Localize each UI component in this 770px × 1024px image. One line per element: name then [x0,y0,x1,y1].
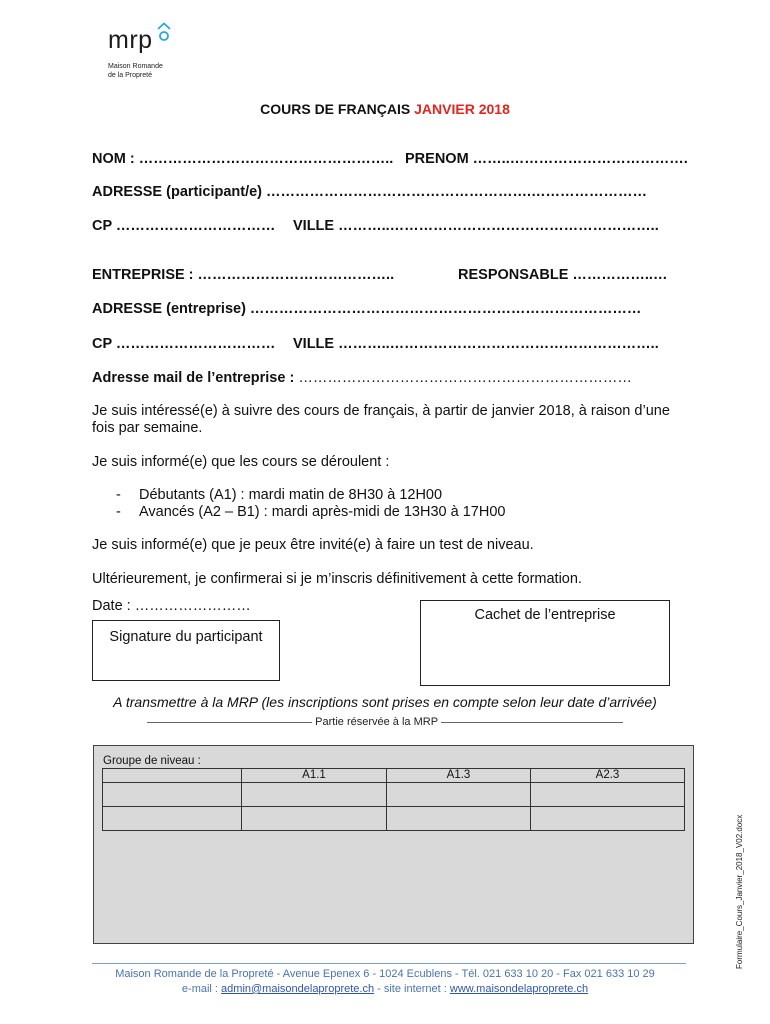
level-group-label: Groupe de niveau : [103,755,201,767]
paragraph-confirm: Ultérieurement, je confirmerai si je m’inscris définitivement à cette formation. [92,571,582,587]
paragraph-schedule-intro: Je suis informé(e) que les cours se déroulent : [92,454,390,470]
level-table [102,768,685,831]
table-cell[interactable] [242,807,387,831]
reserved-label: Partie réservée à la MRP [315,716,438,728]
divider [441,722,623,723]
mrp-logo [108,28,163,80]
table-cell[interactable] [387,783,531,807]
paragraph-test: Je suis informé(e) que je peux être invité(e) à faire un test de niveau. [92,537,534,553]
reserved-panel [93,745,694,944]
field-entreprise[interactable]: ENTREPRISE : ………………………………….. [92,267,395,283]
submission-notice: A transmettre à la MRP (les inscriptions sont prises en compte selon leur date d’arrivée) [113,694,657,710]
signature-box[interactable] [92,620,280,681]
field-prenom[interactable]: PRENOM ……..………………………………. [405,151,688,167]
table-cell[interactable] [531,783,685,807]
logo-wordmark: mrp [108,26,153,54]
list-item: - Avancés (A2 – B1) : mardi après-midi de 13H30 à 17H00 [116,504,505,521]
email-label: Adresse mail de l’entreprise : [92,370,295,386]
footer-divider [92,963,686,964]
page-title [0,101,770,117]
footer-contact: e-mail : admin@maisondelaproprete.ch - site internet : www.maisondelaproprete.ch [181,983,589,995]
field-date[interactable]: Date : …………………… [92,598,251,614]
email-link[interactable]: admin@maisondelaproprete.ch [221,983,375,995]
table-cell[interactable] [531,807,685,831]
divider [147,722,312,723]
table-cell[interactable] [242,783,387,807]
table-row [103,783,685,807]
table-cell[interactable] [387,807,531,831]
field-ville-entreprise[interactable]: VILLE ………..……………………………………………….. [293,336,659,352]
reserved-section-header [0,716,770,728]
schedule-list [116,487,505,521]
table-row [103,807,685,831]
table-header-row [103,769,685,783]
table-cell[interactable] [103,807,242,831]
table-header [103,769,242,783]
company-stamp-label: Cachet de l’entreprise [474,607,616,623]
footer [0,967,770,997]
paragraph-interest: Je suis intéressé(e) à suivre des cours de français, à partir de janvier 2018, à raison d’une fois par semaine. [92,403,670,436]
field-adresse-participant[interactable]: ADRESSE (participant/e) ……………………………………………….…………………… [92,184,648,200]
logo-subtitle: Maison Romande de la Propreté [108,63,163,79]
house-drop-icon [156,22,172,42]
email-dots[interactable]: …………………………………………………………… [298,370,632,386]
title-main: COURS DE FRANÇAIS [260,101,411,117]
signature-label: Signature du participant [109,629,263,645]
field-responsable[interactable]: RESPONSABLE ……………..… [458,267,668,283]
company-stamp-box[interactable] [420,600,670,686]
field-nom[interactable]: NOM : …………………………………………….. [92,151,394,167]
field-cp-entreprise[interactable]: CP …………………………… [92,336,276,352]
document-filename: Formulaire_Cours_Janvier_2018_V02.docx [735,814,744,969]
title-accent: JANVIER 2018 [414,101,510,117]
field-cp[interactable]: CP …………………………… [92,218,276,234]
footer-address: Maison Romande de la Propreté - Avenue Epenex 6 - 1024 Ecublens - Tél. 021 633 10 20 - Fax 021 633 10 29 [115,968,655,980]
table-header: A1.1 [242,769,387,783]
table-header: A2.3 [531,769,685,783]
list-item: - Débutants (A1) : mardi matin de 8H30 à 12H00 [116,487,505,504]
website-link[interactable]: www.maisondelaproprete.ch [449,983,589,995]
field-adresse-entreprise[interactable]: ADRESSE (entreprise) ……………………………………………………………………… [92,301,642,317]
field-email[interactable] [92,370,632,386]
field-ville[interactable]: VILLE ………..……………………………………………….. [293,218,659,234]
table-header: A1.3 [387,769,531,783]
table-cell[interactable] [103,783,242,807]
